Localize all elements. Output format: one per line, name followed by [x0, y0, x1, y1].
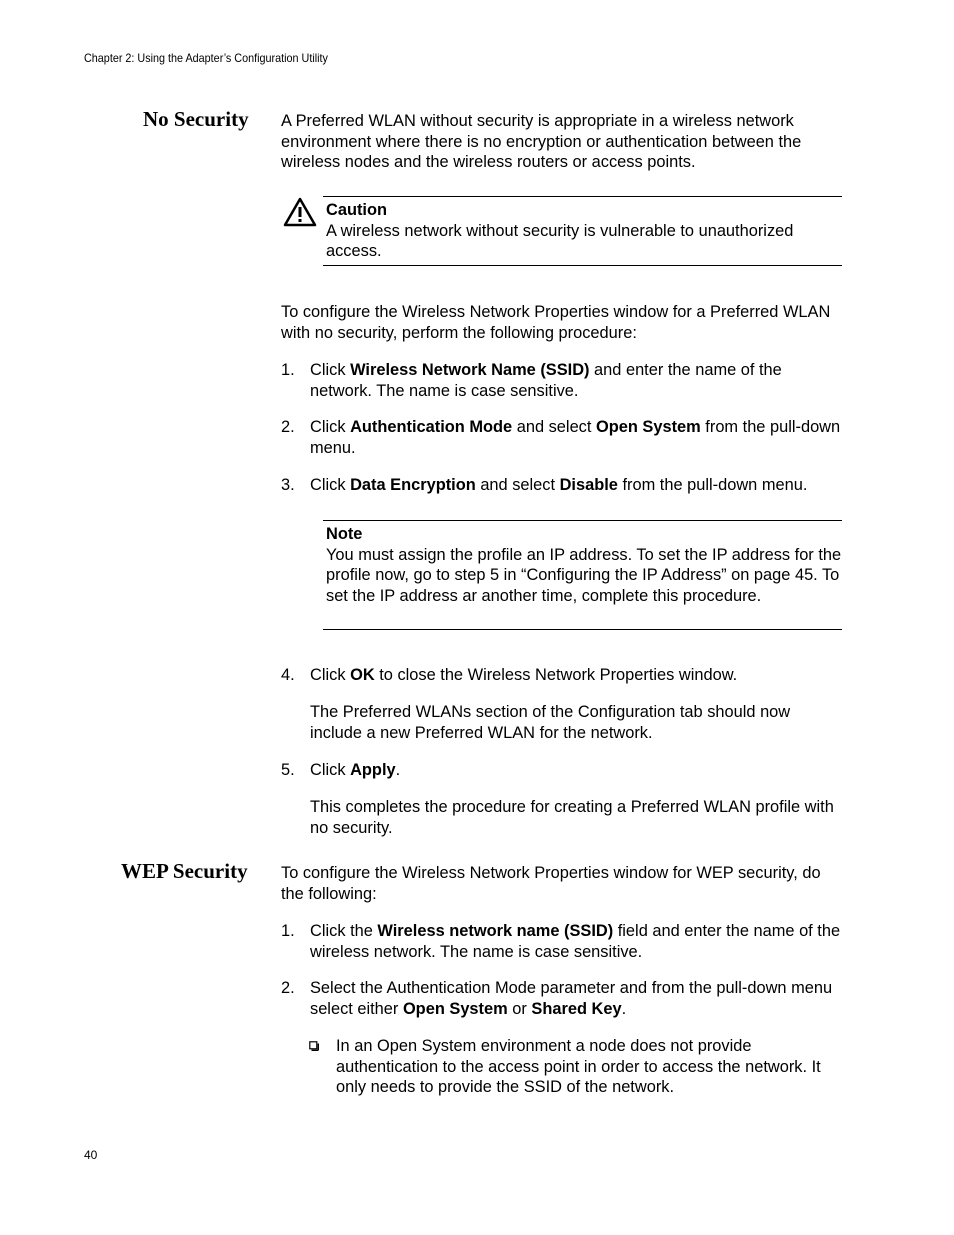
step-text: Click — [310, 361, 351, 379]
step-text: to close the Wireless Network Properties window. — [374, 666, 738, 684]
step-number: 5. — [281, 761, 295, 779]
no-security-heading: No Security — [143, 107, 249, 131]
step-text: or — [507, 999, 532, 1018]
step-number: 2. — [281, 418, 295, 436]
wep-security-heading: WEP Security — [121, 859, 248, 883]
ui-term: OK — [350, 666, 375, 684]
step-text: . — [621, 999, 627, 1018]
step-text: Select the Authentication Mode parameter and from the pull-down menu select either — [310, 979, 833, 1018]
step-text: and select — [512, 418, 596, 436]
step-text: Click — [310, 476, 351, 494]
no-security-intro: A Preferred WLAN without security is appropriate in a wireless network environment where there is no encryption or authentication between the wireless nodes and the wireless routers or access points. — [281, 112, 802, 171]
ui-term: Open System — [595, 418, 701, 436]
step-text: field and enter the name of the wireless network. The name is case sensitive. — [310, 922, 841, 961]
step-2 — [281, 417, 846, 458]
step-text: Click — [310, 418, 351, 436]
ui-term: Open System — [402, 999, 508, 1018]
step-4 — [281, 665, 846, 686]
page-number: 40 — [84, 1148, 98, 1162]
ui-term: Apply — [350, 761, 396, 779]
note-box — [323, 520, 842, 630]
open-system-bullet: In an Open System environment a node does not provide authentication to the access point in order to access the network. It only needs to provide the SSID of the network. — [336, 1037, 821, 1096]
step-text: Click the — [310, 922, 378, 940]
step-text: . — [395, 761, 401, 779]
step-number: 1. — [281, 922, 295, 940]
step-number: 2. — [281, 979, 295, 997]
step-4-result: The Preferred WLANs section of the Configuration tab should now include a new Preferred WLAN for the network. — [310, 703, 791, 742]
ui-term: Authentication Mode — [350, 418, 513, 436]
note-text: You must assign the profile an IP address. To set the IP address for the profile now, go to step 5 in “Configuring the IP Address” on page 45. To set the IP address ar another time, complete this procedure. — [326, 545, 842, 605]
step-1 — [281, 360, 846, 401]
ui-term: Disable — [559, 476, 618, 494]
wep-step-2 — [281, 978, 846, 1019]
step-text: and select — [475, 476, 560, 494]
step-5-result: This completes the procedure for creating a Preferred WLAN profile with no security. — [310, 798, 834, 837]
wep-step-1 — [281, 921, 846, 962]
wep-intro: To configure the Wireless Network Properties window for WEP security, do the following: — [281, 864, 821, 903]
caution-box — [323, 196, 842, 266]
checkbox-bullet-icon — [309, 1041, 319, 1051]
step-text: from the pull-down menu. — [310, 418, 841, 457]
ui-term: Shared Key — [531, 999, 622, 1018]
step-3 — [281, 475, 846, 496]
warning-triangle-icon — [283, 197, 317, 227]
ui-term: Data Encryption — [350, 476, 476, 494]
step-number: 1. — [281, 361, 295, 379]
step-text: from the pull-down menu. — [617, 476, 808, 494]
note-title: Note — [326, 525, 363, 543]
caution-text: A wireless network without security is vulnerable to unauthorized access. — [326, 221, 794, 260]
step-text: and enter the name of the network. The name is case sensitive. — [310, 361, 782, 400]
step-text: Click — [310, 666, 351, 684]
procedure-intro: To configure the Wireless Network Properties window for a Preferred WLAN with no security, perform the following procedure: — [281, 303, 831, 342]
caution-title: Caution — [326, 201, 388, 219]
step-text: Click — [310, 761, 351, 779]
step-number: 4. — [281, 666, 295, 684]
ui-term: Wireless network name (SSID) — [377, 922, 614, 940]
ui-term: Wireless Network Name (SSID) — [350, 361, 590, 379]
chapter-header: Chapter 2: Using the Adapter’s Configuration Utility — [84, 51, 328, 65]
step-number: 3. — [281, 476, 295, 494]
step-5 — [281, 760, 846, 781]
